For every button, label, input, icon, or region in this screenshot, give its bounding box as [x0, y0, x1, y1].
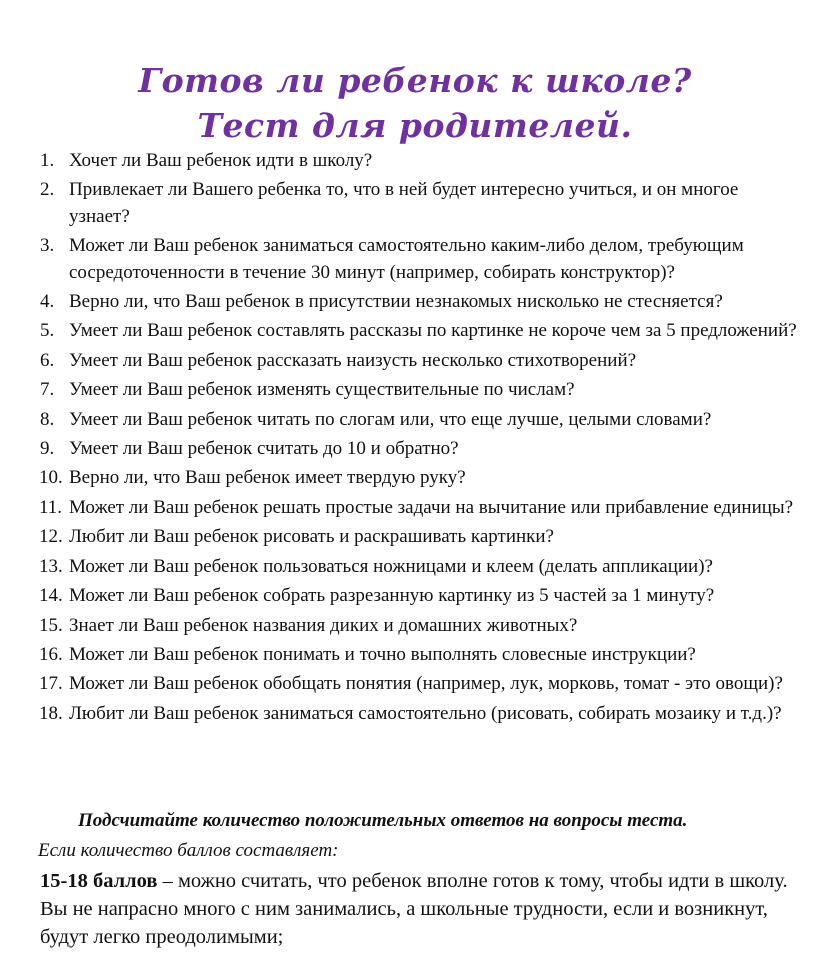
question-text: Может ли Ваш ребенок понимать и точно выполнять словесные инструкции?	[69, 643, 696, 665]
question-item	[0, 642, 816, 668]
question-item	[0, 554, 816, 580]
question-text: Может ли Ваш ребенок обобщать понятия (например, лук, морковь, томат - это овощи)?	[69, 673, 783, 695]
question-number: 2.	[40, 179, 55, 201]
question-item	[0, 465, 816, 491]
question-item	[0, 148, 816, 174]
question-item	[0, 436, 816, 462]
question-number: 1.	[40, 150, 55, 171]
question-text: Может ли Ваш ребенок заниматься самостоятельно каким-либо делом, требующим сосредоточенности в течение 30 минут (например, собирать конструктор)?	[69, 235, 744, 283]
question-item	[0, 524, 816, 550]
question-number: 10.	[39, 467, 63, 489]
question-item	[0, 177, 816, 230]
score-result	[40, 867, 816, 951]
question-item	[0, 348, 816, 374]
document-title: Готов ли ребенок к школе?	[138, 61, 692, 100]
question-number: 11.	[39, 496, 63, 518]
question-item	[0, 583, 816, 609]
question-text: Любит ли Ваш ребенок заниматься самостоятельно (рисовать, собирать мозаику и т.д.)?	[69, 702, 782, 724]
question-number: 15.	[39, 614, 63, 636]
question-text: Привлекает ли Вашего ребенка то, что в ней будет интересно учиться, и он многое узнает?	[69, 179, 739, 227]
question-list	[0, 148, 816, 730]
question-item	[0, 318, 816, 344]
question-text: Хочет ли Ваш ребенок идти в школу?	[69, 150, 373, 171]
question-number: 4.	[40, 291, 55, 313]
question-number: 12.	[39, 526, 63, 548]
question-number: 13.	[39, 555, 63, 577]
question-text: Верно ли, что Ваш ребенок имеет твердую руку?	[69, 467, 466, 489]
question-number: 17.	[39, 673, 63, 695]
question-item	[0, 613, 816, 639]
question-number: 16.	[39, 643, 63, 665]
question-number: 14.	[39, 585, 63, 607]
question-number: 9.	[40, 438, 55, 460]
question-text: Умеет ли Ваш ребенок рассказать наизусть несколько стихотворений?	[69, 349, 637, 371]
question-item	[0, 701, 816, 727]
question-item	[0, 233, 816, 286]
score-description: – можно считать, что ребенок вполне готов к тому, чтобы идти в школу. Вы не напрасно много с ним занимались, а школьные трудности, если и возникнут, будут легко преодолимыми;	[40, 870, 788, 948]
question-text: Любит ли Ваш ребенок рисовать и раскрашивать картинки?	[69, 526, 554, 548]
question-text: Может ли Ваш ребенок собрать разрезанную картинку из 5 частей за 1 минуту?	[69, 585, 715, 607]
question-text: Умеет ли Ваш ребенок читать по слогам или, что еще лучше, целыми словами?	[69, 408, 712, 430]
question-number: 5.	[40, 320, 55, 342]
question-item	[0, 407, 816, 433]
question-text: Верно ли, что Ваш ребенок в присутствии незнакомых нисколько не стесняется?	[69, 291, 723, 313]
question-item	[0, 671, 816, 697]
question-item	[0, 289, 816, 315]
question-item	[0, 377, 816, 403]
question-text: Может ли Ваш ребенок решать простые задачи на вычитание или прибавление единицы?	[69, 496, 794, 518]
score-intro: Если количество баллов составляет:	[38, 840, 339, 861]
question-number: 8.	[40, 408, 55, 430]
question-text: Знает ли Ваш ребенок названия диких и домашних животных?	[69, 614, 578, 636]
question-number: 18.	[39, 702, 63, 724]
question-number: 7.	[40, 379, 55, 401]
count-instruction: Подсчитайте количество положительных ответов на вопросы теста.	[78, 810, 688, 831]
question-text: Умеет ли Ваш ребенок изменять существительные по числам?	[69, 379, 575, 401]
question-item	[0, 495, 816, 521]
question-text: Может ли Ваш ребенок пользоваться ножницами и клеем (делать аппликации)?	[69, 555, 713, 577]
score-range-label: 15-18 баллов	[40, 870, 158, 892]
document-subtitle: Тест для родителей.	[197, 106, 633, 145]
question-number: 3.	[40, 235, 55, 257]
question-text: Умеет ли Ваш ребенок составлять рассказы по картинке не короче чем за 5 предложений?	[69, 320, 797, 342]
question-number: 6.	[40, 349, 55, 371]
question-text: Умеет ли Ваш ребенок считать до 10 и обратно?	[69, 438, 459, 460]
